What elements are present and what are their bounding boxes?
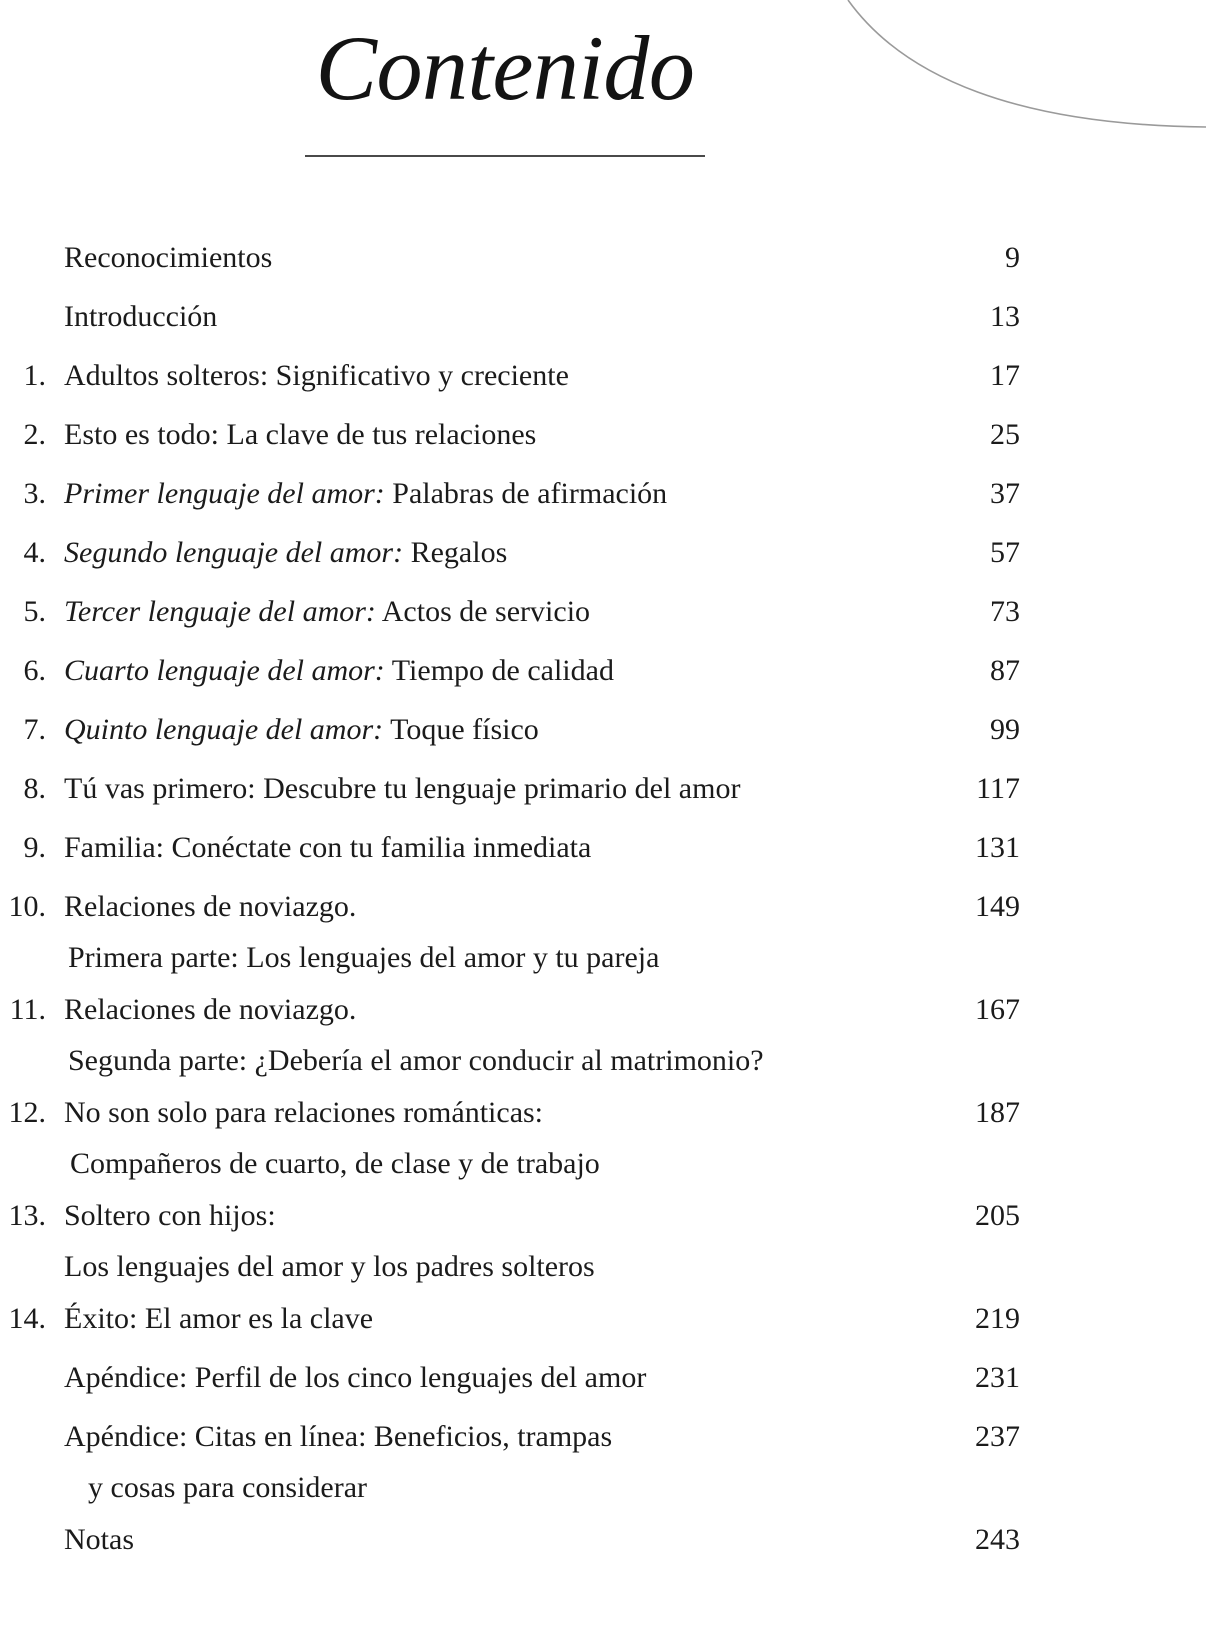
toc-entry-page-number: 117 xyxy=(976,772,1020,805)
toc-entry-page-number: 243 xyxy=(975,1523,1020,1556)
toc-entry-page-number: 205 xyxy=(975,1199,1020,1232)
toc-entry[interactable] xyxy=(0,464,1020,523)
toc-entry-number: 14. xyxy=(8,1302,46,1335)
toc-entry[interactable] xyxy=(0,1407,1020,1510)
toc-entry-title: Relaciones de noviazgo. xyxy=(64,890,357,923)
toc-entry-page-number: 167 xyxy=(975,993,1020,1026)
toc-entry-row xyxy=(0,523,1020,582)
toc-entry-title: Relaciones de noviazgo. xyxy=(64,993,357,1026)
toc-entry-title xyxy=(46,464,900,523)
toc-entry-number: 7. xyxy=(23,713,46,746)
toc-entry-page-number: 149 xyxy=(975,890,1020,923)
toc-entry-row xyxy=(0,1083,1020,1142)
toc-entry-subtitle: y cosas para considerar xyxy=(88,1471,368,1504)
toc-entry[interactable] xyxy=(0,877,1020,980)
toc-entry-number: 9. xyxy=(23,831,46,864)
toc-entry[interactable] xyxy=(0,1083,1020,1186)
toc-entry[interactable] xyxy=(0,1348,1020,1407)
toc-entry-row xyxy=(0,287,1020,346)
toc-entry-number: 12. xyxy=(8,1096,46,1129)
toc-entry-title: No son solo para relaciones románticas: xyxy=(64,1096,544,1129)
toc-entry-subtitle-row xyxy=(0,1142,1020,1186)
toc-entry-page-number: 99 xyxy=(990,713,1020,746)
toc-entry-title: Éxito: El amor es la clave xyxy=(64,1302,374,1335)
toc-entry[interactable] xyxy=(0,228,1020,287)
toc-entry-page-number: 87 xyxy=(990,654,1020,687)
toc-entry-number: 3. xyxy=(23,477,46,510)
toc-entry-title: Adultos solteros: Significativo y creciente xyxy=(64,359,569,392)
toc-entry-row xyxy=(0,464,1020,523)
toc-entry-row xyxy=(0,1186,1020,1245)
toc-entry-page-number: 13 xyxy=(990,300,1020,333)
toc-entry-title: Reconocimientos xyxy=(64,241,273,274)
toc-entry-row xyxy=(0,700,1020,759)
toc-entry-title: Introducción xyxy=(64,300,218,333)
toc-entry-title: Tú vas primero: Descubre tu lenguaje primario del amor xyxy=(64,772,741,805)
toc-entry-page-number: 57 xyxy=(990,536,1020,569)
toc-entry-page-number: 219 xyxy=(975,1302,1020,1335)
toc-entry-title: Apéndice: Citas en línea: Beneficios, trampas xyxy=(64,1420,613,1453)
toc-entry-title xyxy=(46,523,900,582)
toc-entry-title-roman: Toque físico xyxy=(383,713,539,746)
toc-entry-title-italic: Segundo lenguaje del amor: xyxy=(64,536,404,569)
toc-entry-title xyxy=(46,700,900,759)
toc-entry-page-number: 17 xyxy=(990,359,1020,392)
toc-entry-title xyxy=(46,582,900,641)
toc-entry-subtitle-row xyxy=(0,1245,1020,1289)
page-title: Contenido xyxy=(315,17,695,119)
toc-entry-row xyxy=(0,877,1020,936)
toc-entry-number: 8. xyxy=(23,772,46,805)
toc-entry[interactable] xyxy=(0,980,1020,1083)
toc-entry-title-italic: Cuarto lenguaje del amor: xyxy=(64,654,385,687)
toc-entry-row xyxy=(0,759,1020,818)
toc-entry[interactable] xyxy=(0,523,1020,582)
toc-entry-subtitle: Compañeros de cuarto, de clase y de trabajo xyxy=(70,1147,600,1180)
toc-entry-row xyxy=(0,818,1020,877)
toc-entry-row xyxy=(0,228,1020,287)
toc-entry[interactable] xyxy=(0,405,1020,464)
toc-entry[interactable] xyxy=(0,818,1020,877)
toc-entry-subtitle: Los lenguajes del amor y los padres solteros xyxy=(64,1250,595,1283)
toc-entry-page-number: 231 xyxy=(975,1361,1020,1394)
toc-entry-title-roman: Actos de servicio xyxy=(375,595,591,628)
toc-entry-title-italic: Quinto lenguaje del amor: xyxy=(64,713,384,746)
toc-entry-row xyxy=(0,405,1020,464)
toc-entry-page-number: 237 xyxy=(975,1420,1020,1453)
toc-entry-page-number: 131 xyxy=(975,831,1020,864)
toc-entry-row xyxy=(0,582,1020,641)
title-block xyxy=(0,0,1010,157)
toc-entry-title-roman: Regalos xyxy=(403,536,508,569)
toc-entry[interactable] xyxy=(0,700,1020,759)
toc-entry-page-number: 73 xyxy=(990,595,1020,628)
toc-entry-number: 13. xyxy=(8,1199,46,1232)
toc-entry-title-italic: Primer lenguaje del amor: xyxy=(64,477,385,510)
toc-entry-row xyxy=(0,1348,1020,1407)
toc-entry-row xyxy=(0,346,1020,405)
toc-entry-page-number: 37 xyxy=(990,477,1020,510)
toc-entry-title xyxy=(46,641,900,700)
toc-entry-subtitle: Segunda parte: ¿Debería el amor conducir al matrimonio? xyxy=(68,1044,764,1077)
toc-entry-row xyxy=(0,1407,1020,1466)
toc-entry-number: 10. xyxy=(8,890,46,923)
toc-entry-subtitle-row xyxy=(0,1039,1020,1083)
toc-entry-title: Familia: Conéctate con tu familia inmediata xyxy=(64,831,592,864)
toc-entry-title: Esto es todo: La clave de tus relaciones xyxy=(64,418,537,451)
toc-entry-number: 1. xyxy=(23,359,46,392)
toc-entry[interactable] xyxy=(0,1289,1020,1348)
toc-entry-page-number: 187 xyxy=(975,1096,1020,1129)
title-divider xyxy=(305,155,705,157)
toc-entry-page-number: 9 xyxy=(1005,241,1020,274)
toc-entry[interactable] xyxy=(0,582,1020,641)
toc-entry-title: Apéndice: Perfil de los cinco lenguajes del amor xyxy=(64,1361,647,1394)
toc-entry-row xyxy=(0,641,1020,700)
toc-entry-number: 6. xyxy=(23,654,46,687)
toc-entry[interactable] xyxy=(0,287,1020,346)
toc-entry-number: 2. xyxy=(23,418,46,451)
toc-entry[interactable] xyxy=(0,1186,1020,1289)
toc-entry-number: 5. xyxy=(23,595,46,628)
toc-entry-page-number: 25 xyxy=(990,418,1020,451)
toc-entry-row xyxy=(0,1510,1020,1569)
toc-entry-number: 11. xyxy=(9,993,46,1026)
toc-entry-title-roman: Tiempo de calidad xyxy=(384,654,614,687)
toc-entry[interactable] xyxy=(0,346,1020,405)
toc-entry-row xyxy=(0,980,1020,1039)
toc-entry-subtitle: Primera parte: Los lenguajes del amor y tu pareja xyxy=(68,941,660,974)
toc-entry-title: Soltero con hijos: xyxy=(64,1199,276,1232)
toc-entry-number: 4. xyxy=(23,536,46,569)
toc-entry-title: Notas xyxy=(64,1523,134,1556)
toc-entry-row xyxy=(0,1289,1020,1348)
toc-entry-title-roman: Palabras de afirmación xyxy=(384,477,668,510)
toc-entry[interactable] xyxy=(0,1510,1020,1569)
toc-entry-subtitle-row xyxy=(0,1466,1020,1510)
toc-entry[interactable] xyxy=(0,641,1020,700)
toc-entry-subtitle-row xyxy=(0,936,1020,980)
toc-entry[interactable] xyxy=(0,759,1020,818)
table-of-contents xyxy=(0,228,1020,1569)
toc-entry-title-italic: Tercer lenguaje del amor: xyxy=(64,595,376,628)
